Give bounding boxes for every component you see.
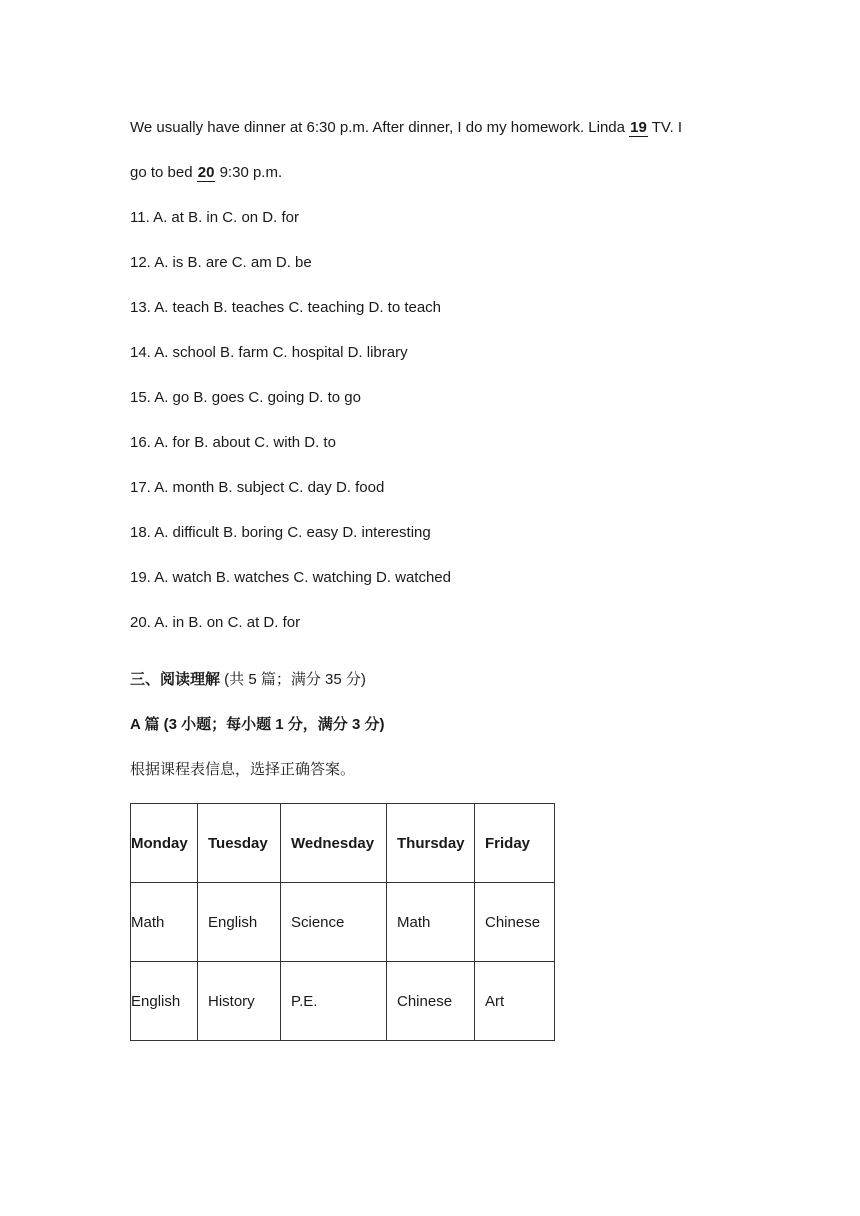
table-row	[131, 883, 555, 962]
cell-text: Science	[291, 913, 345, 931]
cell-text: Math	[397, 913, 431, 931]
question-12: 12. A. is B. are C. am D. be	[130, 254, 312, 271]
table-cell	[387, 883, 475, 962]
passage-text: 9:30 p.m.	[215, 164, 283, 181]
cell-text: History	[208, 992, 255, 1010]
question-11: 11. A. at B. in C. on D. for	[130, 209, 299, 226]
schedule-table	[130, 803, 555, 1041]
blank-19: 19	[630, 119, 647, 136]
question-16: 16. A. for B. about C. with D. to	[130, 434, 336, 451]
header-cell	[475, 804, 555, 883]
table-cell	[131, 883, 198, 962]
section-title-bold: 三、阅读理解	[130, 671, 221, 688]
cell-text: Art	[485, 992, 505, 1010]
question-15: 15. A. go B. goes C. going D. to go	[130, 389, 361, 406]
section-title-rest: (共 5 篇；满分 35 分)	[220, 671, 366, 688]
table-cell	[131, 962, 198, 1041]
question-18: 18. A. difficult B. boring C. easy D. interesting	[130, 524, 431, 541]
passage-line-2	[130, 163, 282, 183]
table-cell	[198, 883, 281, 962]
question-17: 17. A. month B. subject C. day D. food	[130, 479, 385, 496]
table-cell	[475, 962, 555, 1041]
cell-text: Math	[131, 913, 165, 931]
question-19: 19. A. watch B. watches C. watching D. watched	[130, 569, 451, 586]
question-20: 20. A. in B. on C. at D. for	[130, 614, 301, 631]
passage-text: We usually have dinner at 6:30 p.m. After dinner, I do my homework. Linda	[130, 119, 630, 136]
header-friday: Friday	[485, 834, 531, 852]
cell-text: English	[131, 992, 181, 1010]
instruction-text: 根据课程表信息，选择正确答案。	[130, 761, 356, 778]
header-monday: Monday	[131, 834, 188, 852]
passage-line-1	[130, 118, 682, 138]
cell-text: P.E.	[291, 992, 318, 1010]
header-cell	[281, 804, 387, 883]
table-cell	[387, 962, 475, 1041]
part-a-heading: A 篇 (3 小题；每小题 1 分，满分 3 分)	[130, 716, 385, 733]
header-cell	[131, 804, 198, 883]
blank-20: 20	[197, 164, 215, 181]
section-title	[130, 670, 366, 690]
table-header-row	[131, 804, 555, 883]
cell-text: Chinese	[485, 913, 541, 931]
passage-text: go to bed	[130, 164, 197, 181]
table-row	[131, 962, 555, 1041]
header-cell	[387, 804, 475, 883]
question-13: 13. A. teach B. teaches C. teaching D. to teach	[130, 299, 442, 316]
header-cell	[198, 804, 281, 883]
table-cell	[198, 962, 281, 1041]
table-cell	[281, 962, 387, 1041]
table-cell	[475, 883, 555, 962]
passage-text: TV. I	[647, 119, 683, 136]
header-thursday: Thursday	[397, 834, 465, 852]
header-tuesday: Tuesday	[208, 834, 268, 852]
question-14: 14. A. school B. farm C. hospital D. library	[130, 344, 408, 361]
table-cell	[281, 883, 387, 962]
cell-text: English	[208, 913, 258, 931]
header-wednesday: Wednesday	[291, 834, 375, 852]
cell-text: Chinese	[397, 992, 453, 1010]
